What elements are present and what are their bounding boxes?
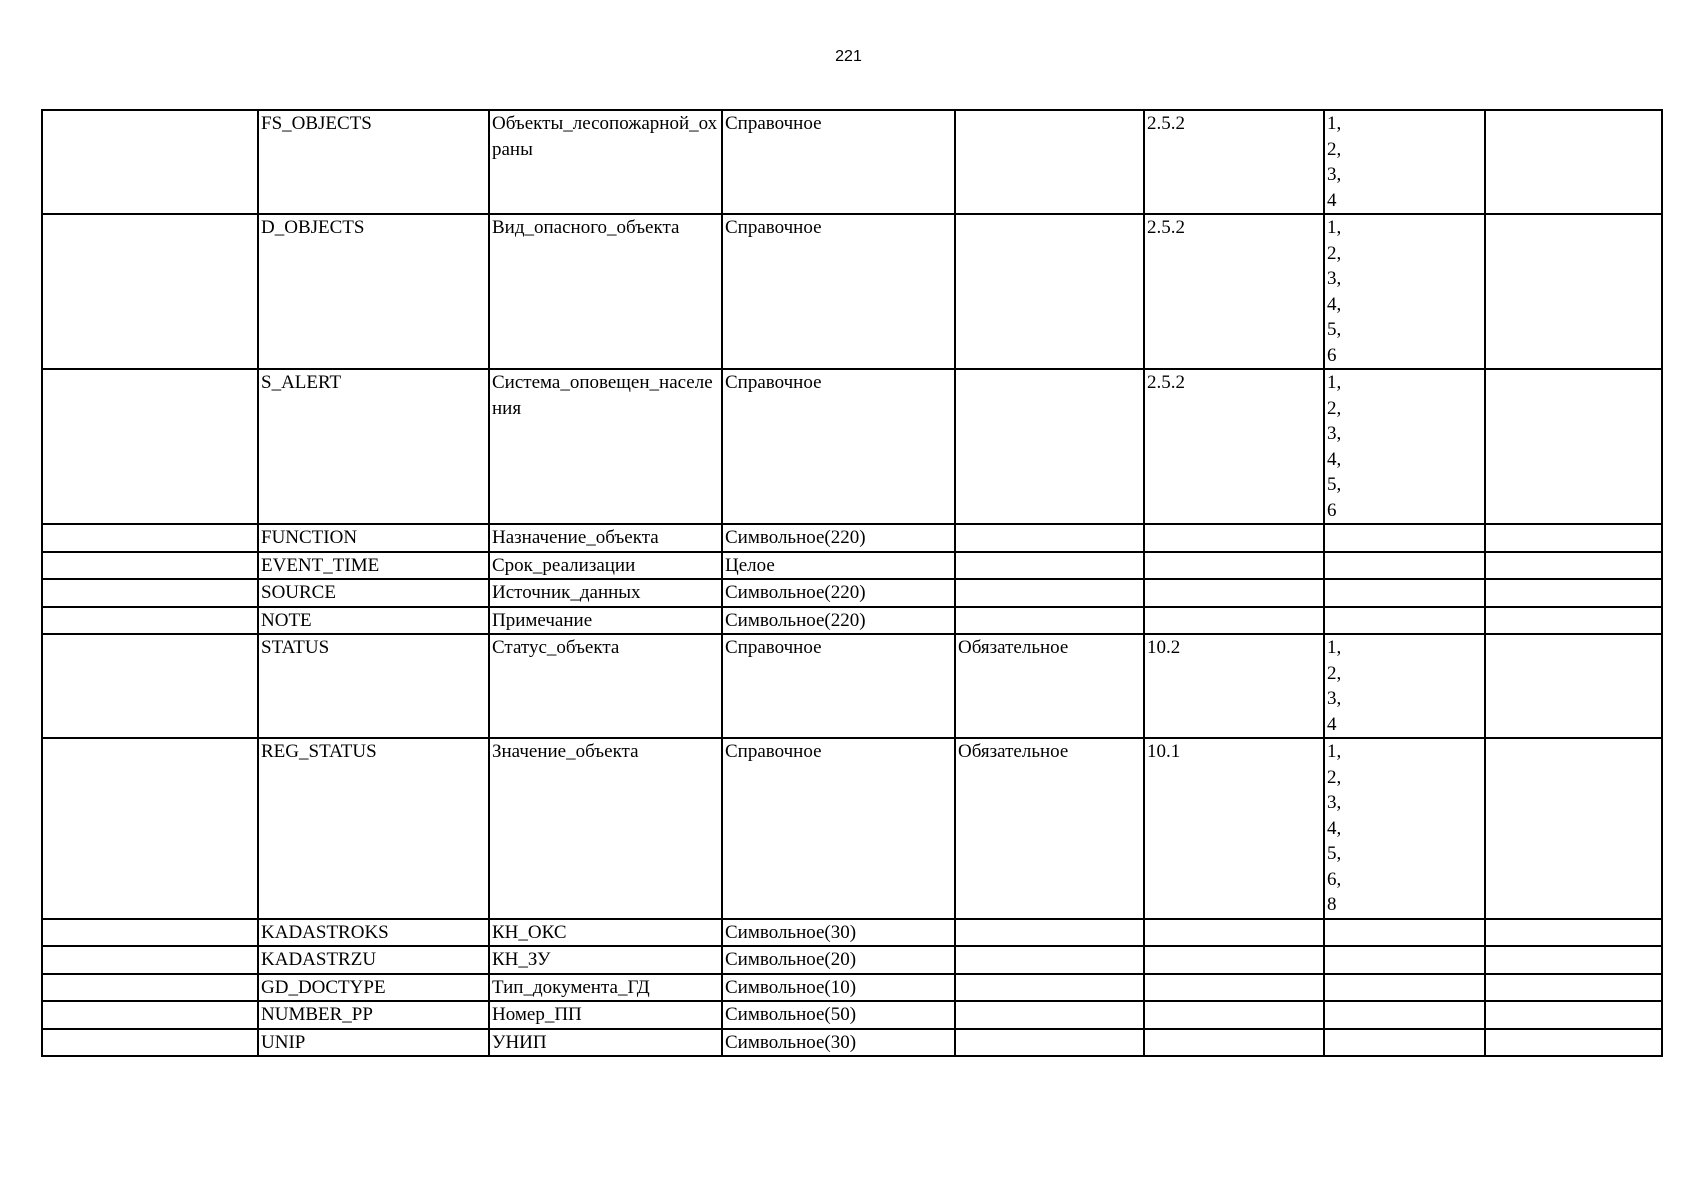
cell-required bbox=[955, 1029, 1144, 1057]
cell-sub-items: 1, 2, 3, 4, 5, 6, 8 bbox=[1324, 738, 1485, 919]
cell-required bbox=[955, 1001, 1144, 1029]
cell-sub-items: 1, 2, 3, 4 bbox=[1324, 634, 1485, 738]
cell-field-code: KADASTROKS bbox=[258, 919, 489, 947]
cell-required bbox=[955, 369, 1144, 524]
cell-sub-items: 1, 2, 3, 4, 5, 6 bbox=[1324, 214, 1485, 369]
cell-section bbox=[1144, 579, 1324, 607]
cell-required bbox=[955, 974, 1144, 1002]
cell-blank-left bbox=[42, 1001, 258, 1029]
page-number: 221 bbox=[835, 48, 862, 65]
cell-field-code: REG_STATUS bbox=[258, 738, 489, 919]
cell-field-type: Справочное bbox=[722, 369, 955, 524]
cell-sub-items bbox=[1324, 552, 1485, 580]
cell-required bbox=[955, 607, 1144, 635]
cell-section: 2.5.2 bbox=[1144, 214, 1324, 369]
cell-blank-left bbox=[42, 919, 258, 947]
table-row bbox=[42, 524, 1662, 552]
table-row bbox=[42, 110, 1662, 214]
cell-field-type: Справочное bbox=[722, 110, 955, 214]
table-row bbox=[42, 919, 1662, 947]
table-row bbox=[42, 214, 1662, 369]
cell-field-name: КН_ЗУ bbox=[489, 946, 722, 974]
table-row bbox=[42, 974, 1662, 1002]
cell-blank-left bbox=[42, 946, 258, 974]
cell-blank-right bbox=[1485, 634, 1662, 738]
cell-field-type: Символьное(50) bbox=[722, 1001, 955, 1029]
cell-blank-right bbox=[1485, 919, 1662, 947]
cell-field-code: SOURCE bbox=[258, 579, 489, 607]
cell-sub-items bbox=[1324, 524, 1485, 552]
cell-field-code: FS_OBJECTS bbox=[258, 110, 489, 214]
table-row bbox=[42, 1029, 1662, 1057]
cell-field-type: Символьное(30) bbox=[722, 1029, 955, 1057]
cell-blank-left bbox=[42, 369, 258, 524]
table-row bbox=[42, 579, 1662, 607]
cell-section bbox=[1144, 524, 1324, 552]
cell-sub-items bbox=[1324, 579, 1485, 607]
cell-sub-items bbox=[1324, 607, 1485, 635]
cell-field-type: Справочное bbox=[722, 634, 955, 738]
cell-field-type: Справочное bbox=[722, 738, 955, 919]
cell-field-name: Тип_документа_ГД bbox=[489, 974, 722, 1002]
cell-blank-left bbox=[42, 1029, 258, 1057]
cell-sub-items bbox=[1324, 919, 1485, 947]
cell-required bbox=[955, 524, 1144, 552]
cell-blank-right bbox=[1485, 369, 1662, 524]
cell-blank-right bbox=[1485, 579, 1662, 607]
cell-field-type: Символьное(30) bbox=[722, 919, 955, 947]
cell-sub-items bbox=[1324, 1001, 1485, 1029]
cell-field-code: UNIP bbox=[258, 1029, 489, 1057]
cell-field-code: STATUS bbox=[258, 634, 489, 738]
cell-blank-right bbox=[1485, 110, 1662, 214]
cell-blank-left bbox=[42, 607, 258, 635]
cell-section bbox=[1144, 1001, 1324, 1029]
cell-field-code: EVENT_TIME bbox=[258, 552, 489, 580]
cell-field-type: Целое bbox=[722, 552, 955, 580]
cell-section: 10.2 bbox=[1144, 634, 1324, 738]
cell-sub-items: 1, 2, 3, 4 bbox=[1324, 110, 1485, 214]
cell-blank-right bbox=[1485, 1029, 1662, 1057]
cell-field-name: Статус_объекта bbox=[489, 634, 722, 738]
cell-field-name: Назначение_объекта bbox=[489, 524, 722, 552]
cell-field-name: Объекты_лесопожарной_охраны bbox=[489, 110, 722, 214]
cell-field-name: КН_ОКС bbox=[489, 919, 722, 947]
cell-blank-right bbox=[1485, 946, 1662, 974]
cell-required bbox=[955, 214, 1144, 369]
cell-field-type: Символьное(220) bbox=[722, 607, 955, 635]
attributes-table bbox=[41, 109, 1663, 1057]
cell-blank-left bbox=[42, 214, 258, 369]
cell-required bbox=[955, 110, 1144, 214]
cell-field-type: Справочное bbox=[722, 214, 955, 369]
cell-field-code: D_OBJECTS bbox=[258, 214, 489, 369]
cell-sub-items bbox=[1324, 974, 1485, 1002]
cell-field-name: Источник_данных bbox=[489, 579, 722, 607]
cell-field-code: NUMBER_PP bbox=[258, 1001, 489, 1029]
table-row bbox=[42, 607, 1662, 635]
cell-blank-right bbox=[1485, 214, 1662, 369]
cell-field-name: Вид_опасного_объекта bbox=[489, 214, 722, 369]
cell-blank-left bbox=[42, 634, 258, 738]
cell-field-type: Символьное(220) bbox=[722, 579, 955, 607]
cell-field-code: KADASTRZU bbox=[258, 946, 489, 974]
cell-required bbox=[955, 946, 1144, 974]
cell-sub-items bbox=[1324, 946, 1485, 974]
table-row bbox=[42, 369, 1662, 524]
cell-field-type: Символьное(20) bbox=[722, 946, 955, 974]
cell-blank-right bbox=[1485, 738, 1662, 919]
cell-section: 2.5.2 bbox=[1144, 369, 1324, 524]
cell-blank-right bbox=[1485, 607, 1662, 635]
cell-field-code: S_ALERT bbox=[258, 369, 489, 524]
cell-blank-left bbox=[42, 738, 258, 919]
cell-blank-right bbox=[1485, 524, 1662, 552]
cell-section bbox=[1144, 552, 1324, 580]
cell-field-code: NOTE bbox=[258, 607, 489, 635]
table-row bbox=[42, 1001, 1662, 1029]
cell-section bbox=[1144, 974, 1324, 1002]
cell-required bbox=[955, 579, 1144, 607]
cell-blank-left bbox=[42, 579, 258, 607]
cell-section: 2.5.2 bbox=[1144, 110, 1324, 214]
cell-required bbox=[955, 552, 1144, 580]
cell-blank-left bbox=[42, 110, 258, 214]
cell-field-name: Срок_реализации bbox=[489, 552, 722, 580]
cell-section bbox=[1144, 946, 1324, 974]
cell-field-name: УНИП bbox=[489, 1029, 722, 1057]
cell-blank-left bbox=[42, 524, 258, 552]
cell-sub-items bbox=[1324, 1029, 1485, 1057]
cell-field-name: Номер_ПП bbox=[489, 1001, 722, 1029]
cell-field-name: Система_оповещен_населения bbox=[489, 369, 722, 524]
cell-blank-left bbox=[42, 974, 258, 1002]
cell-section: 10.1 bbox=[1144, 738, 1324, 919]
cell-required: Обязательное bbox=[955, 634, 1144, 738]
cell-required bbox=[955, 919, 1144, 947]
cell-section bbox=[1144, 919, 1324, 947]
cell-field-type: Символьное(220) bbox=[722, 524, 955, 552]
cell-field-code: FUNCTION bbox=[258, 524, 489, 552]
cell-field-name: Примечание bbox=[489, 607, 722, 635]
cell-required: Обязательное bbox=[955, 738, 1144, 919]
cell-blank-left bbox=[42, 552, 258, 580]
cell-section bbox=[1144, 607, 1324, 635]
table-row bbox=[42, 552, 1662, 580]
cell-blank-right bbox=[1485, 974, 1662, 1002]
cell-field-name: Значение_объекта bbox=[489, 738, 722, 919]
cell-blank-right bbox=[1485, 1001, 1662, 1029]
table-row bbox=[42, 738, 1662, 919]
cell-blank-right bbox=[1485, 552, 1662, 580]
cell-field-type: Символьное(10) bbox=[722, 974, 955, 1002]
cell-section bbox=[1144, 1029, 1324, 1057]
cell-sub-items: 1, 2, 3, 4, 5, 6 bbox=[1324, 369, 1485, 524]
cell-field-code: GD_DOCTYPE bbox=[258, 974, 489, 1002]
table-row bbox=[42, 634, 1662, 738]
table-row bbox=[42, 946, 1662, 974]
